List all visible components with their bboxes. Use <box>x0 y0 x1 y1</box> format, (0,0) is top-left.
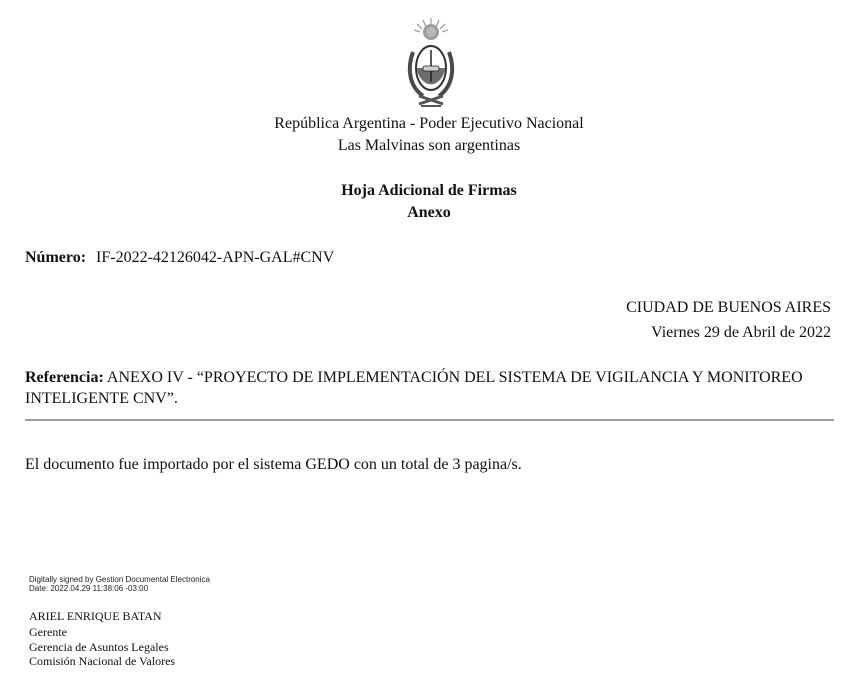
argentine-coat-of-arms-icon <box>401 16 461 112</box>
signer-role: Gerente <box>29 625 67 639</box>
header-republic-line: República Argentina - Poder Ejecutivo Nacional <box>274 115 584 132</box>
header-motto-line: Las Malvinas son argentinas <box>337 137 521 154</box>
signer-department: Gerencia de Asuntos Legales <box>29 640 169 654</box>
document-number <box>25 248 334 268</box>
reference-text: ANEXO IV - “PROYECTO DE IMPLEMENTACIÓN DEL SISTEMA DE VIGILANCIA Y MONITOREO INTELIGENTE CNV”. <box>25 369 803 407</box>
city-line: CIUDAD DE BUENOS AIRES <box>626 299 831 316</box>
divider <box>25 419 834 421</box>
document-number-value: IF-2022-42126042-APN-GAL#CNV <box>96 249 335 266</box>
page-subtitle: Anexo <box>407 204 451 221</box>
reference-block <box>25 367 805 409</box>
reference-label: Referencia: <box>25 369 104 386</box>
signer-organization: Comisión Nacional de Valores <box>29 654 176 668</box>
page-title: Hoja Adicional de Firmas <box>341 182 517 199</box>
document-number-label: Número: <box>25 249 87 266</box>
signer-name: ARIEL ENRIQUE BATAN <box>29 609 162 623</box>
body-text: El documento fue importado por el sistema GEDO con un total de 3 pagina/s. <box>25 456 522 473</box>
date-line: Viernes 29 de Abril de 2022 <box>651 324 831 341</box>
digital-signature-date: Date: 2022.04.29 11:38:06 -03:00 <box>29 584 149 593</box>
digital-signature-line: Digitally signed by Gestion Documental Electronica <box>29 575 210 584</box>
